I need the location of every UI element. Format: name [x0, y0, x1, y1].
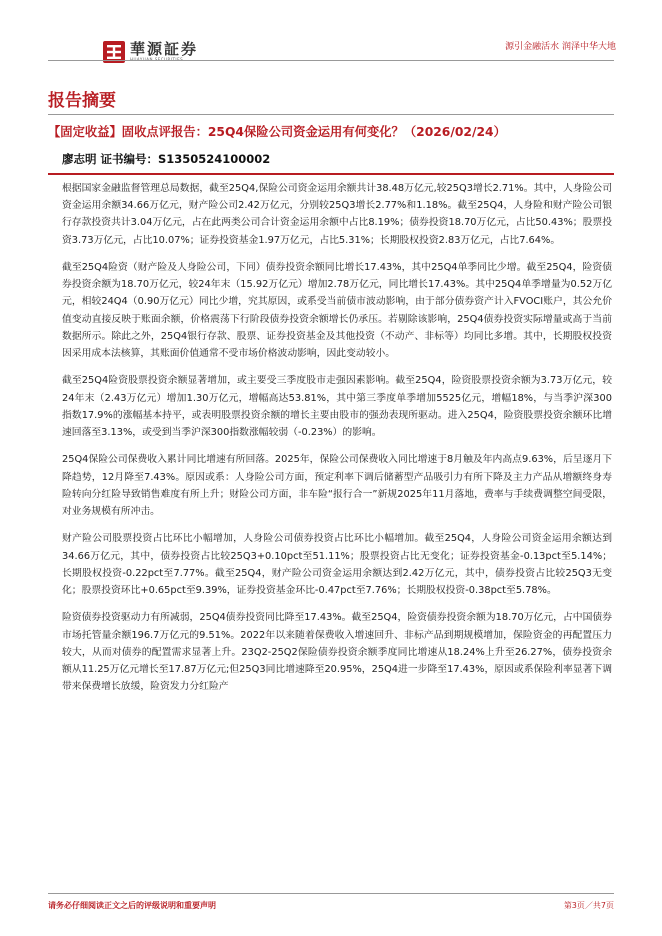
footer-disclaimer: 请务必仔细阅读正文之后的评级说明和重要声明 [48, 901, 216, 910]
body-paragraph: 财产险公司股票投资占比环比小幅增加，人身险公司债券投资占比环比小幅增加。截至25Q4，人身险公司资金运用余额达到34.66万亿元，其中，债券投资占比较25Q3+0.10pct至51.11%；股票投资占比无变化；证券投资基金-0.13pct至5.14%；长期股权投资-0.22pct至7.77%。截至25Q4，财产险公司资金运用余额达到2.42万亿元，其中，债券投资占比较25Q3无变化；股票投资环比+0.65pct至9.39%，证券投资基金环比-0.47pct至7.76%；长期股权投资-0.38pct至5.78%。 [62, 533, 612, 597]
section-divider [48, 114, 614, 115]
body-paragraph: 25Q4保险公司保费收入累计同比增速有所回落。2025年，保险公司保费收入同比增速于8月触及年内高点9.63%，后呈逐月下降趋势，12月降至7.43%。原因或系：人身险公司方面，预定利率下调后储蓄型产品吸引力有所下降及主力产品从增额终身寿险转向分红险导致销售难度有所上升；财险公司方面，非车险“报行合一”新规2025年11月落地，费率与手续费调整空间受限，对业务规模有所冲击。 [62, 454, 612, 518]
section-title: 报告摘要 [48, 91, 116, 111]
page-header [0, 0, 662, 62]
page-number: 第3页／共7页 [563, 901, 614, 910]
body-paragraph: 根据国家金融监督管理总局数据，截至25Q4,保险公司资金运用余额共计38.48万亿元,较25Q3增长2.71%。其中，人身险公司资金运用余额34.66万亿元，财产险公司2.42万亿元，分别较25Q3增长2.77%和1.18%。截至25Q4，人身险和财产险公司银行存款投资共计3.04万亿元，占在此两类公司合计资金运用余额中占比8.19%；债券投资18.70万亿元，占比50.43%；股票投资3.73万亿元，占比10.07%；证券投资基金1.97万亿元，占比5.31%；长期股权投资2.83万亿元，占比7.64%。 [62, 183, 612, 246]
header-divider [48, 60, 614, 61]
analyst-info: 廖志明 证书编号：S1350524100002 [62, 152, 271, 166]
report-body [62, 180, 612, 706]
body-paragraph: 截至25Q4险资（财产险及人身险公司，下同）债券投资余额同比增长17.43%，其中25Q4单季同比少增。截至25Q4，险资债券投资余额为18.70万亿元，较24年末（15.92万亿元）增加2.78万亿元，同比增长17.43%。其中25Q4单季增量为0.52万亿元，相较24Q4（0.90万亿元）同比少增，究其原因，或系受当前债市波动影响，由于部分债券资产计入FVOCI账户，其公允价值变动直接反映于账面余额，价格震荡下行阶段债券投资余额增长仍承压。若剔除该影响，25Q4债券投资实际增量或高于当前数据所示。除此之外，25Q4银行存款、股票、证券投资基金及其他投资（不动产、非标等）均同比多增。其中，长期股权投资因采用成本法核算，其账面价值通常不受市场价格波动影响，因此变动较小。 [62, 262, 612, 360]
body-paragraph: 险资债券投资驱动力有所减弱，25Q4债券投资同比降至17.43%。截至25Q4，险资债券投资余额为18.70万亿元，占中国债券市场托管量余额196.7万亿元的9.51%。2022年以来随着保费收入增速回升、非标产品到期规模增加，保险资金的再配置压力较大，从而对债券的配置需求显著上升。23Q2-25Q2保险债券投资余额季度同比增速从18.24%上升至26.27%，债券投资余额从11.25万亿元增长至17.87万亿元;但25Q3同比增速降至20.95%，25Q4进一步降至17.43%，原因或系保险利率显著下调带来保费增长放缓，险资发力分红险产 [62, 612, 612, 693]
title-underline [48, 173, 614, 175]
body-paragraph: 截至25Q4险资股票投资余额显著增加，或主要受三季度股市走强因素影响。截至25Q4，险资股票投资余额为3.73万亿元，较24年末（2.43万亿元）增加1.30万亿元，增幅高达53.81%，其中第三季度单季增加5525亿元，增幅18%，与当季沪深300指数17.9%的涨幅基本持平，或表明股票投资余额的增长主要由股市的强劲表现所驱动。进入25Q4，险资股票投资余额环比增速回落至3.13%，或受到当季沪深300指数涨幅较弱（-0.23%）的影响。 [62, 375, 612, 439]
header-slogan: 源引金融活水 润泽中华大地 [505, 42, 616, 52]
logo-text: 華源証券 [130, 40, 199, 58]
footer-divider [48, 893, 614, 894]
report-title: 【固定收益】固收点评报告：25Q4保险公司资金运用有何变化？（2026/02/24） [48, 125, 506, 139]
